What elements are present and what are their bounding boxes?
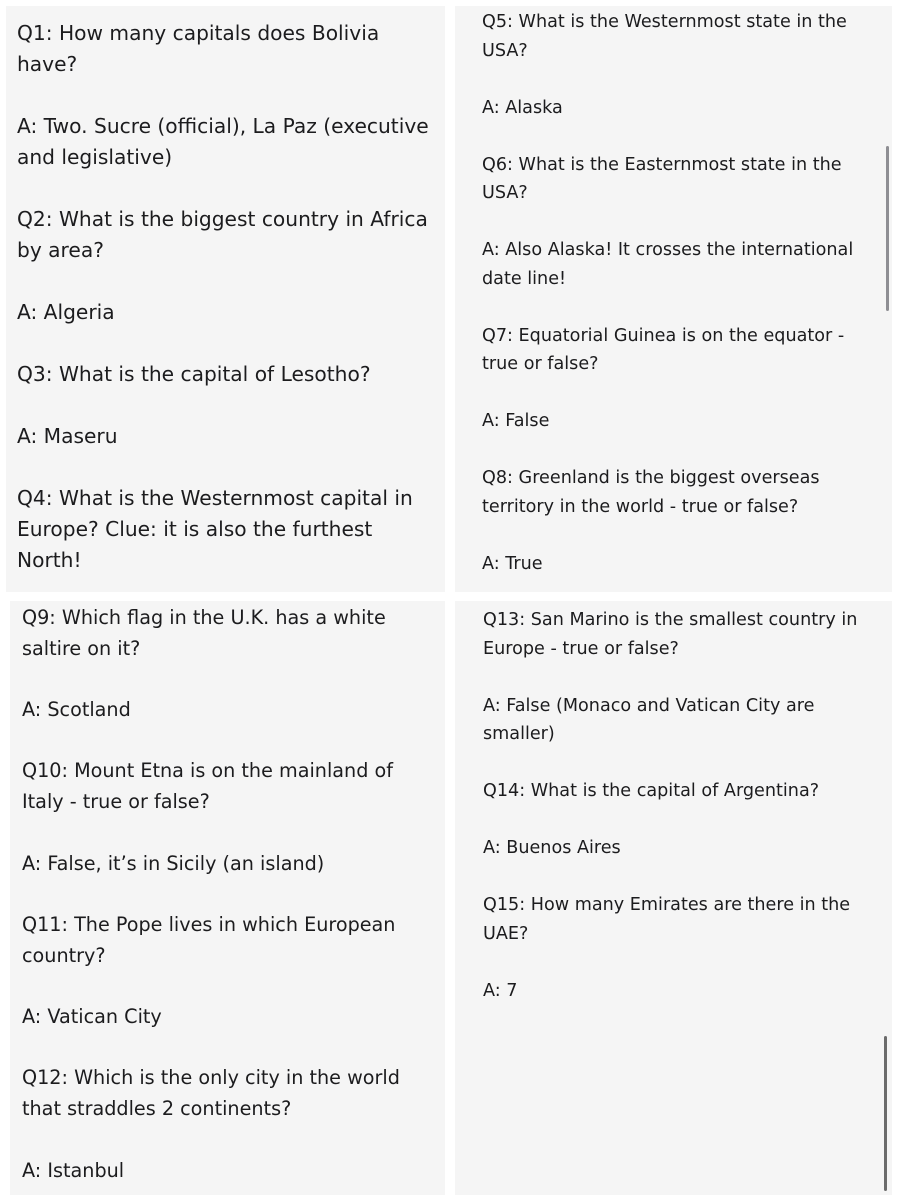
note-text[interactable] [455, 606, 892, 1005]
question-2: Q2: What is the biggest country in Africa by area? [17, 207, 428, 262]
note-text[interactable] [10, 603, 445, 1186]
note-panel-1[interactable] [6, 6, 445, 592]
answer-13: A: False (Monaco and Vatican City are smaller) [483, 695, 815, 744]
question-5: Q5: What is the Westernmost state in the USA? [482, 12, 847, 61]
scrollbar[interactable] [886, 146, 889, 311]
answer-6: A: Also Alaska! It crosses the international date line! [482, 240, 854, 289]
question-15: Q15: How many Emirates are there in the UAE? [483, 895, 851, 944]
note-text[interactable] [6, 18, 445, 592]
scrollbar[interactable] [884, 1036, 887, 1191]
question-10: Q10: Mount Etna is on the mainland of Italy - true or false? [22, 759, 393, 814]
answer-15: A: 7 [483, 980, 518, 1001]
answer-1: A: Two. Sucre (official), La Paz (executive and legislative) [17, 114, 429, 169]
question-6: Q6: What is the Easternmost state in the USA? [482, 154, 842, 203]
answer-11: A: Vatican City [22, 1005, 162, 1029]
question-7: Q7: Equatorial Guinea is on the equator - true or false? [482, 325, 845, 374]
answer-7: A: False [482, 411, 550, 431]
answer-3: A: Maseru [17, 424, 118, 448]
question-12: Q12: Which is the only city in the world that straddles 2 continents? [22, 1066, 400, 1121]
answer-9: A: Scotland [22, 698, 131, 722]
question-3: Q3: What is the capital of Lesotho? [17, 362, 371, 386]
note-text[interactable] [455, 8, 892, 578]
answer-2: A: Algeria [17, 300, 115, 324]
answer-14: A: Buenos Aires [483, 838, 621, 858]
note-panel-3[interactable] [10, 601, 445, 1195]
answer-5: A: Alaska [482, 97, 563, 118]
question-13: Q13: San Marino is the smallest country in Europe - true or false? [483, 610, 858, 659]
question-9: Q9: Which flag in the U.K. has a white saltire on it? [22, 606, 386, 660]
answer-10: A: False, it’s in Sicily (an island) [22, 851, 325, 875]
note-panel-2[interactable] [455, 6, 892, 592]
question-11: Q11: The Pope lives in which European country? [22, 912, 396, 967]
question-4: Q4: What is the Westernmost capital in Europe? Clue: it is also the furthest North! [17, 486, 413, 572]
question-14: Q14: What is the capital of Argentina? [483, 781, 820, 801]
note-panel-4[interactable] [455, 601, 892, 1195]
answer-8: A: True [482, 553, 543, 574]
question-8: Q8: Greenland is the biggest overseas territory in the world - true or false? [482, 468, 820, 517]
answer-12: A: Istanbul [22, 1158, 125, 1182]
question-1: Q1: How many capitals does Bolivia have? [17, 21, 380, 76]
